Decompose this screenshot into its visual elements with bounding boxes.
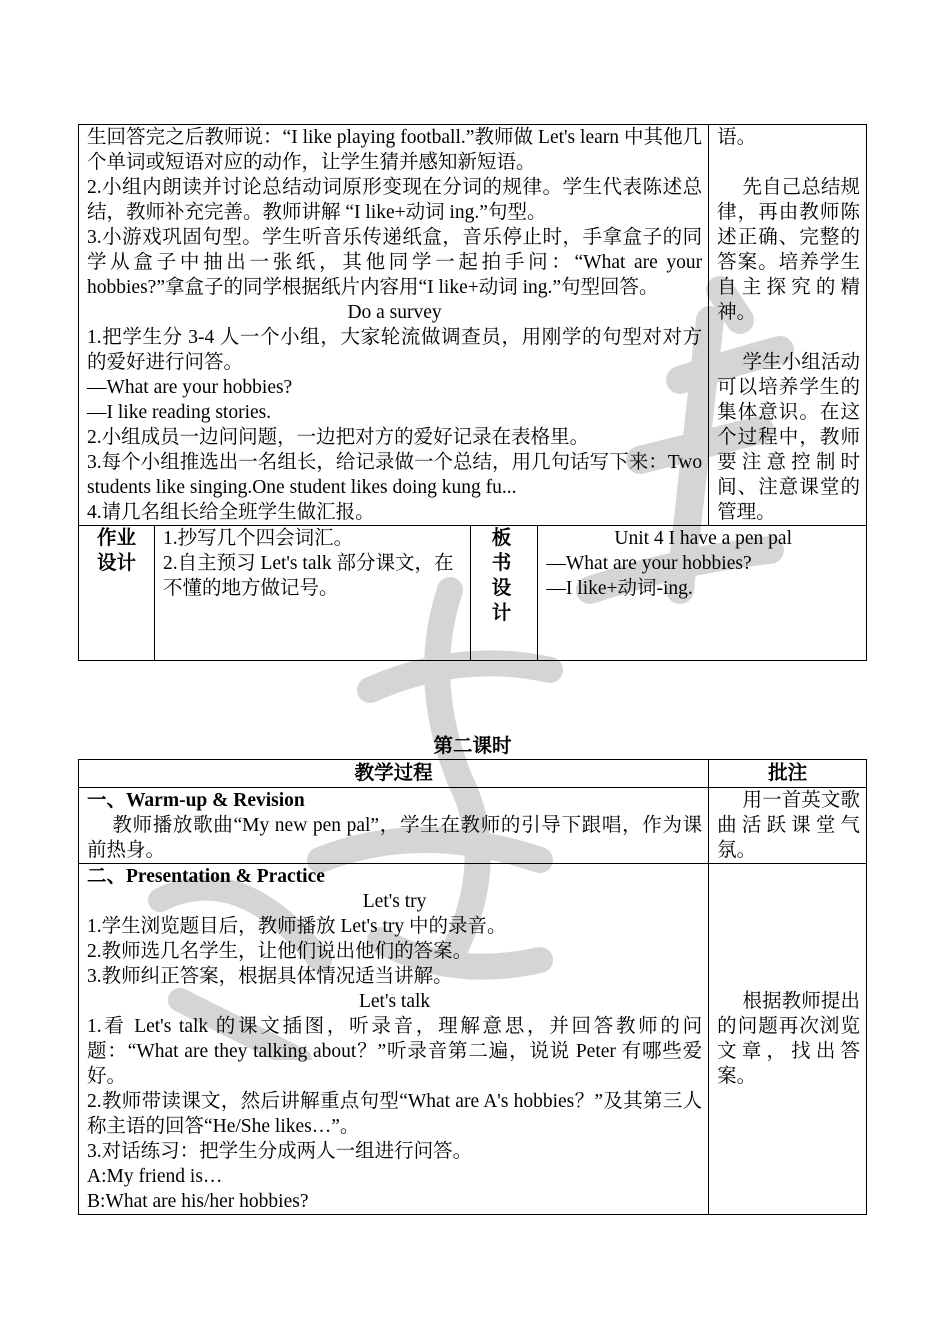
board-line: —I like+动词-ing. [546, 578, 693, 599]
header-note: 批注 [709, 760, 867, 788]
survey-paragraph: 1.把学生分 3-4 人一个小组，大家轮流做调查员，用刚学的句型对对方的爱好进行问答。 [87, 327, 703, 373]
note-cell [709, 125, 867, 526]
talk-item: B:What are his/her hobbies? [87, 1191, 309, 1212]
process-paragraph: 3.小游戏巩固句型。学生听音乐传递纸盒，音乐停止时，手拿盒子的同学从盒子中抽出一张纸，其他同学一起拍手问：“What are your hobbies?”拿盒子的同学根据纸片内容用“I like+动词 ing.”句型回答。 [87, 227, 703, 298]
lesson-title: 第二课时 [433, 736, 512, 757]
warmup-cell [79, 788, 709, 864]
process-paragraph: 生回答完之后教师说：“I like playing football.”教师做 Let's learn 中其他几个单词或短语对应的动作，让学生猜并感知新短语。 [87, 127, 703, 173]
homework-board-row [79, 526, 867, 661]
practice-cell [79, 864, 709, 1215]
survey-paragraph: —What are your hobbies? [87, 377, 293, 398]
talk-item: 3.对话练习：把学生分成两人一组进行问答。 [87, 1141, 473, 1162]
note-text: 先自己总结规律，再由教师陈述正确、完整的答案。培养学生自主探究的精神。 [717, 177, 860, 323]
survey-paragraph: 4.请几名组长给全班学生做汇报。 [87, 502, 375, 523]
spacer [717, 325, 860, 350]
survey-title: Do a survey [347, 302, 442, 323]
process-row [79, 125, 867, 526]
board-label: 板书设计 [471, 526, 538, 661]
homework-cell [154, 526, 471, 661]
practice-note-cell [709, 864, 867, 1215]
warmup-row [79, 788, 867, 864]
note-text: 学生小组活动可以培养学生的集体意识。在这个过程中，教师要注意控制时间、注意课堂的管理。 [717, 352, 860, 523]
try-title: Let's try [362, 891, 427, 912]
survey-paragraph: —I like reading stories. [87, 402, 272, 423]
practice-heading: 二、Presentation & Practice [87, 866, 325, 887]
warmup-note-cell [709, 788, 867, 864]
warmup-note: 用一首英文歌曲活跃课堂气氛。 [717, 790, 860, 861]
board-line: —What are your hobbies? [546, 553, 752, 574]
talk-item: 1.看 Let's talk 的课文插图，听录音，理解意思，并回答教师的问题：“What are they talking about？”听录音第二遍，说说 Peter 有哪些爱好。 [87, 1016, 703, 1087]
warmup-heading: 一、Warm-up & Revision [87, 790, 305, 811]
try-item: 2.教师选几名学生，让他们说出他们的答案。 [87, 941, 473, 962]
lesson-plan-table-second [78, 759, 867, 1215]
talk-title: Let's talk [358, 991, 431, 1012]
homework-item: 1.抄写几个四会词汇。 [162, 528, 354, 549]
homework-item: 2.自主预习 Let's talk 部分课文，在不懂的地方做记号。 [162, 553, 454, 599]
board-line: Unit 4 I have a pen pal [614, 528, 792, 549]
survey-paragraph: 2.小组成员一边问问题，一边把对方的爱好记录在表格里。 [87, 427, 590, 448]
header-row [79, 760, 867, 788]
try-item: 3.教师纠正答案，根据具体情况适当讲解。 [87, 966, 453, 987]
talk-item: A:My friend is… [87, 1166, 223, 1187]
lesson-plan-table-continued [78, 124, 867, 661]
talk-item: 2.教师带读课文，然后讲解重点句型“What are A's hobbies？”及其第三人称主语的回答“He/She likes…”。 [87, 1091, 703, 1137]
header-process: 教学过程 [79, 760, 709, 788]
try-item: 1.学生浏览题目后，教师播放 Let's try 中的录音。 [87, 916, 507, 937]
board-cell [538, 526, 867, 661]
homework-label: 作业设计 [79, 526, 155, 661]
practice-note: 根据教师提出的问题再次浏览文章，找出答案。 [717, 991, 860, 1087]
process-paragraph: 2.小组内朗读并讨论总结动词原形变现在分词的规律。学生代表陈述总结，教师补充完善。教师讲解 “I like+动词 ing.”句型。 [87, 177, 703, 223]
note-text: 语。 [717, 127, 757, 148]
process-cell [79, 125, 709, 526]
spacer [717, 150, 860, 175]
survey-paragraph: 3.每个小组推选出一名组长，给记录做一个总结，用几句话写下来：Two students like singing.One student likes doing kung fu... [87, 452, 703, 498]
practice-row [79, 864, 867, 1215]
warmup-text: 教师播放歌曲“My new pen pal”，学生在教师的引导下跟唱，作为课前热身。 [87, 815, 703, 861]
